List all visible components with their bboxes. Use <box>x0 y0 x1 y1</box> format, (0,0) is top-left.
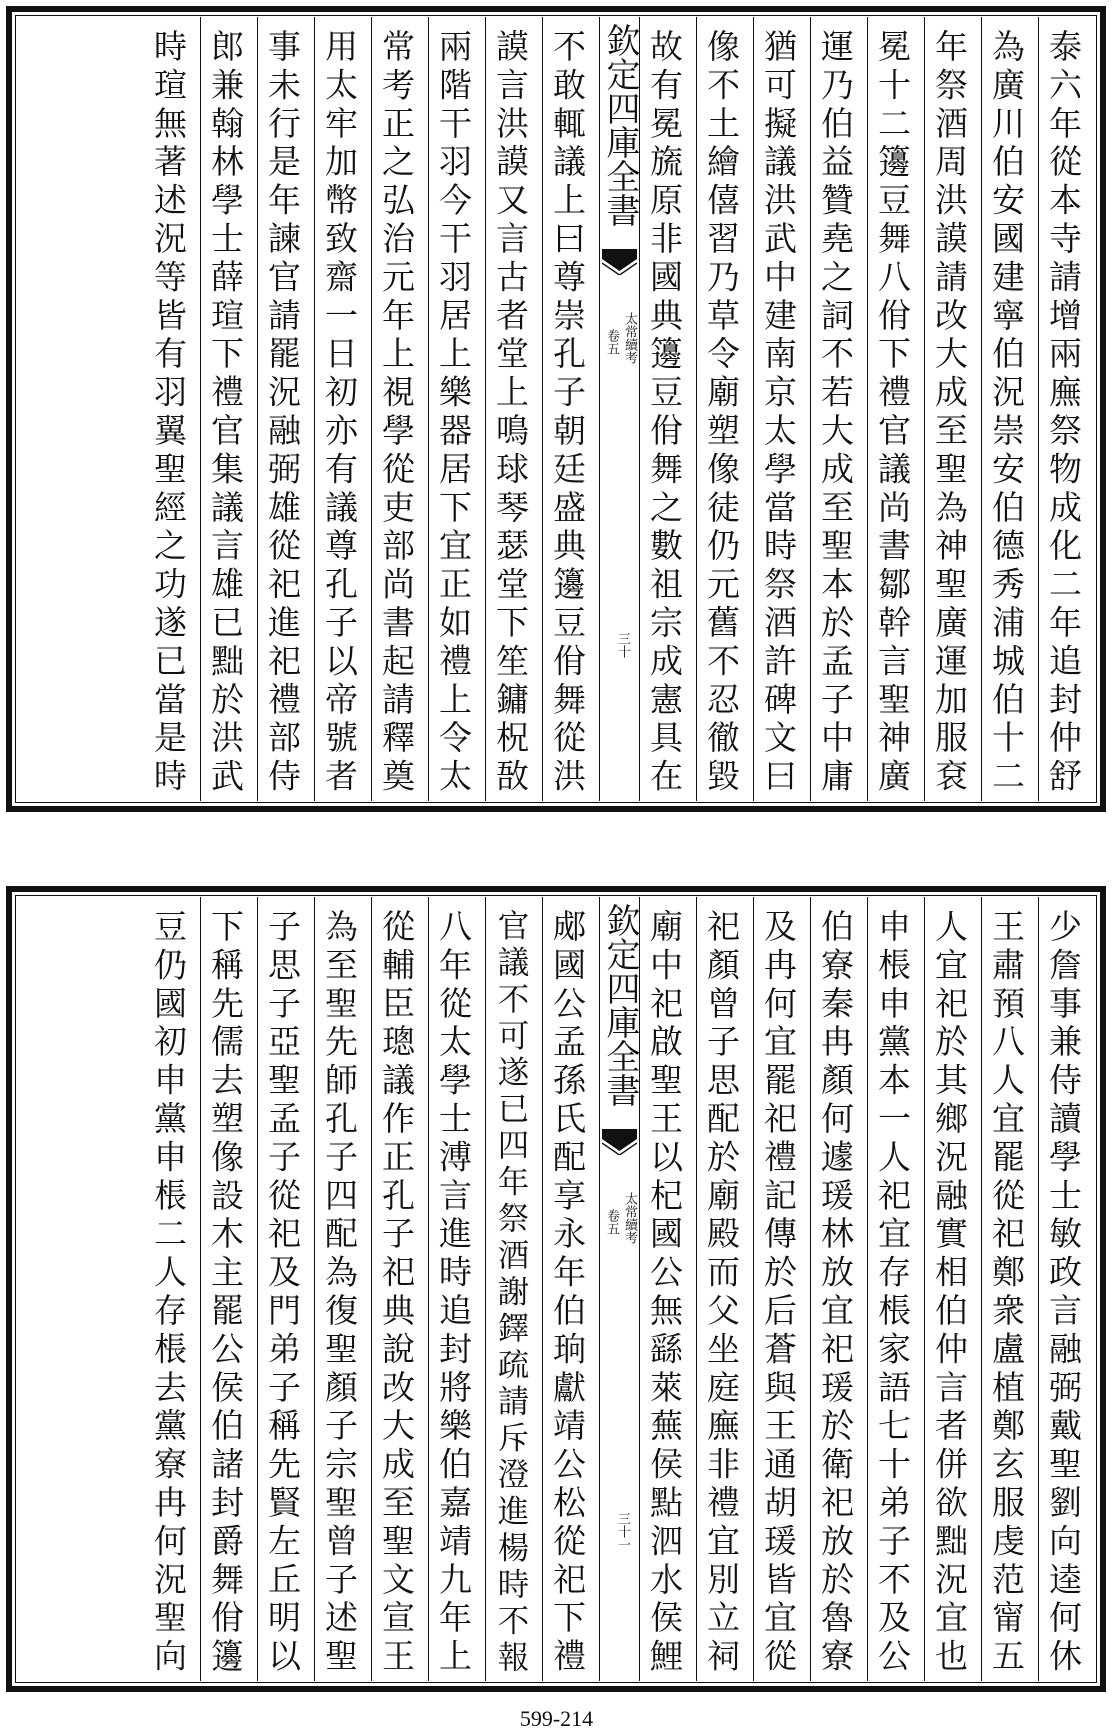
text-column <box>200 17 257 801</box>
volume-label: 卷五 <box>604 1209 619 1235</box>
column-text: 運乃伯益贊堯之詞不若大成至聖本於孟子中庸 <box>816 29 855 797</box>
column-text: 郎兼翰林學士薛瑄下禮官集議言雄已黜於洪武 <box>206 29 245 797</box>
text-column <box>981 17 1038 801</box>
text-column <box>924 897 981 1681</box>
column-text: 像不土繪僖習乃草令廟塑像徒仍元舊不忍徹毀 <box>702 29 741 797</box>
text-column <box>639 17 696 801</box>
column-text: 故有冕旒原非國典籩豆佾舞之數祖宗成憲具在 <box>645 29 684 797</box>
book-name: 太常續考 <box>622 312 637 364</box>
center-gutter <box>599 897 639 1681</box>
column-text: 泰六年從本寺請增兩廡祭物成化二年追封仲舒 <box>1044 29 1083 797</box>
book-series-title: 欽定四庫全書 <box>600 23 640 227</box>
text-column <box>428 897 485 1681</box>
column-text: 廟中祀啟聖王以杞國公無繇萊蕪侯點泗水侯鯉 <box>645 909 684 1677</box>
column-text: 子思子亞聖孟子從祀及門弟子稱先賢左丘明以 <box>263 909 302 1677</box>
column-text: 申棖申黨本一人祀宜存棖家語七十弟子不及公 <box>873 909 912 1677</box>
text-column <box>753 17 810 801</box>
column-text: 事未行是年諫官請罷況融弼雄從祀進祀禮部侍 <box>263 29 302 797</box>
columns-top <box>17 17 1095 801</box>
text-column <box>314 897 371 1681</box>
text-column <box>485 897 542 1681</box>
text-column <box>371 897 428 1681</box>
folio-number: 三十 <box>615 632 630 658</box>
column-text: 兩階干羽今干羽居上樂器居下宜正如禮上令太 <box>434 29 473 797</box>
column-text: 謨言洪謨又言古者堂上鳴球琴瑟堂下笙鏞柷敔 <box>491 29 530 797</box>
text-column <box>753 897 810 1681</box>
text-column <box>257 897 314 1681</box>
column-text: 伯寮秦冉顏何遽瑗林放宜祀瑗於衛祀放於魯寮 <box>816 909 855 1677</box>
column-text: 猶可擬議洪武中建南京太學當時祭酒許碑文曰 <box>759 29 798 797</box>
book-name: 太常續考 <box>622 1192 637 1244</box>
page-top <box>6 6 1106 812</box>
fish-tail-mark-icon <box>602 1129 637 1155</box>
text-column <box>639 897 696 1681</box>
text-column <box>143 17 200 801</box>
text-column <box>867 17 924 801</box>
column-text: 八年從太學士溥言進時追封將樂伯嘉靖九年上 <box>434 909 473 1677</box>
column-text: 用太牢加幣致齋一日初亦有議尊孔子以帝號者 <box>320 29 359 797</box>
page-number-footer: 599-214 <box>519 1706 594 1731</box>
text-column <box>1038 897 1095 1681</box>
text-column <box>257 17 314 801</box>
column-text: 官議不可遂已四年祭酒謝鐸疏請斥澄進楊時不報 <box>492 909 528 1677</box>
volume-label: 卷五 <box>604 329 619 355</box>
text-column <box>143 897 200 1681</box>
text-column <box>371 17 428 801</box>
fish-tail-mark-icon <box>602 249 637 275</box>
column-text: 從輔臣璁議作正孔子祀典說改大成至聖文宣王 <box>377 909 416 1677</box>
column-text: 王肅預八人宜罷從祀鄭衆盧植鄭玄服虔范甯五 <box>987 909 1026 1677</box>
text-column <box>810 17 867 801</box>
columns-bottom <box>17 897 1095 1681</box>
text-column <box>981 897 1038 1681</box>
center-gutter <box>599 17 639 801</box>
text-column <box>1038 17 1095 801</box>
column-text: 為廣川伯安國建寧伯況崇安伯德秀浦城伯十二 <box>987 29 1026 797</box>
text-column <box>428 17 485 801</box>
column-text: 冕十二籩豆舞八佾下禮官議尚書鄒幹言聖神廣 <box>873 29 912 797</box>
column-text: 祀顏曾子思配於廟殿而父坐庭廡非禮宜別立祠 <box>702 909 741 1677</box>
text-column <box>542 897 599 1681</box>
text-column <box>542 17 599 801</box>
column-text: 豆仍國初申黨申棖二人存棖去黨寮冉何況聖向 <box>149 909 188 1677</box>
text-column <box>200 897 257 1681</box>
text-column <box>696 17 753 801</box>
column-text: 人宜祀於其鄉況融實相伯仲言者併欲黜況宜也 <box>930 909 969 1677</box>
column-text: 及冉何宜罷祀禮記傳於后蒼與王通胡瑗皆宜從 <box>759 909 798 1677</box>
page-bottom <box>6 886 1106 1692</box>
column-text: 下稱先儒去塑像設木主罷公侯伯諸封爵舞佾籩 <box>206 909 245 1677</box>
text-column <box>485 17 542 801</box>
text-column <box>810 897 867 1681</box>
column-text: 年祭酒周洪謨請改大成至聖為神聖廣運加服袞 <box>930 29 969 797</box>
column-text: 郕國公孟孫氏配享永年伯珦獻靖公松從祀下禮 <box>548 909 587 1677</box>
folio-number: 三十一 <box>615 1512 630 1551</box>
column-text: 為至聖先師孔子四配為復聖顏子宗聖曾子述聖 <box>320 909 359 1677</box>
text-column <box>314 17 371 801</box>
book-series-title: 欽定四庫全書 <box>600 903 640 1107</box>
column-text: 時瑄無著述況等皆有羽翼聖經之功遂已當是時 <box>149 29 188 797</box>
column-text: 不敢輒議上曰尊崇孔子朝廷盛典籩豆佾舞從洪 <box>548 29 587 797</box>
column-text: 常考正之弘治元年上視學從吏部尚書起請釋奠 <box>377 29 416 797</box>
column-text: 少詹事兼侍讀學士敏政言融弼戴聖劉向逵何休 <box>1044 909 1083 1677</box>
text-column <box>696 897 753 1681</box>
text-column <box>867 897 924 1681</box>
text-column <box>924 17 981 801</box>
